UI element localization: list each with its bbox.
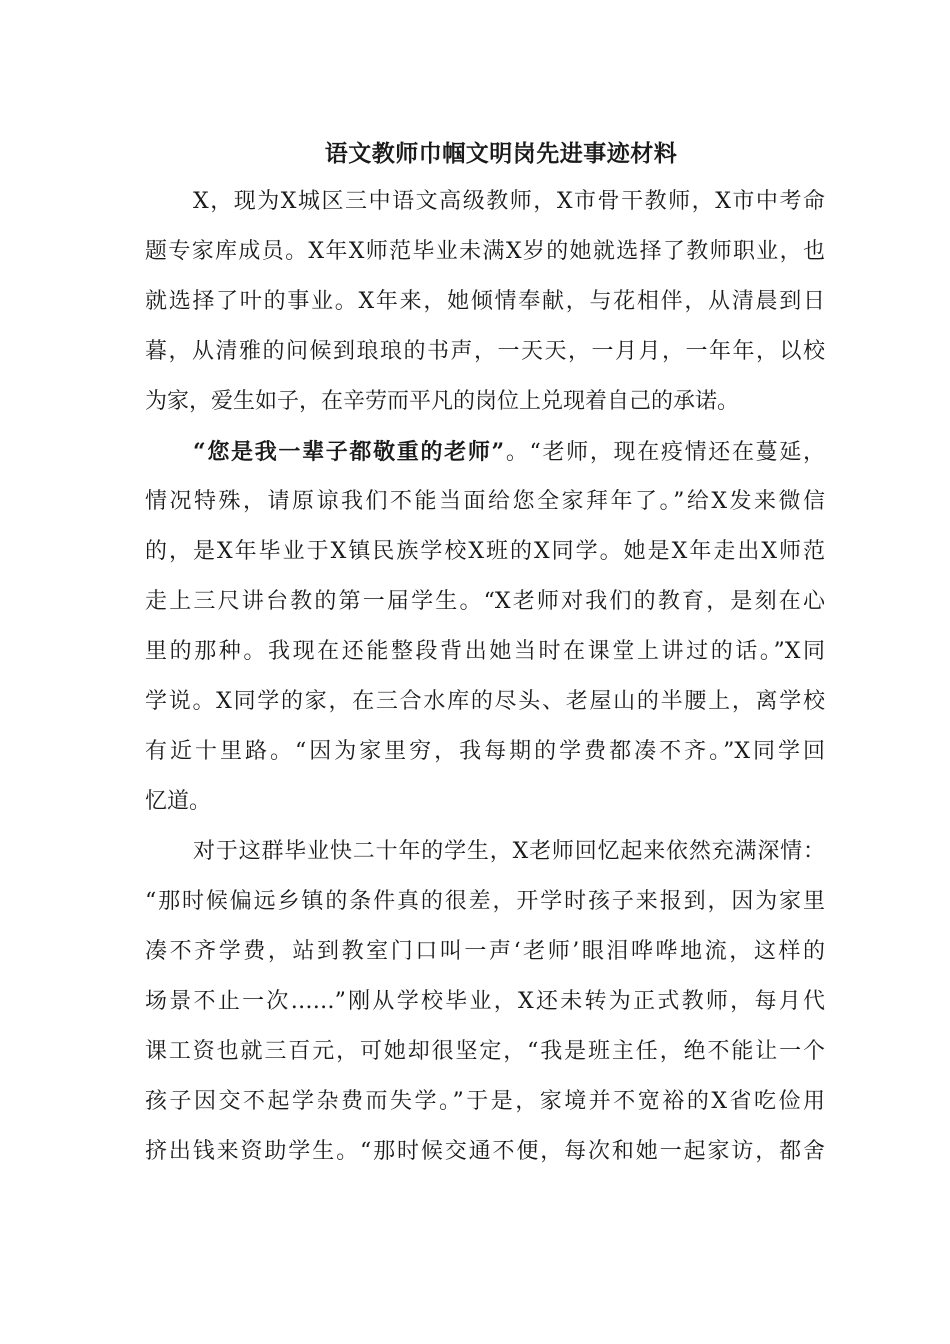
paragraph-2-line-5: 里的那种。我现在还能整段背出她当时在课堂上讲过的话。”X同: [145, 639, 825, 664]
paragraph-2-line-3: 的，是X年毕业于X镇民族学校X班的X同学。她是X年走出X师范: [145, 539, 825, 564]
paragraph-1-line-2: 题专家库成员。X年X师范毕业未满X岁的她就选择了教师职业，也: [145, 239, 825, 264]
paragraph-1-line-5: 为家，爱生如子，在辛劳而平凡的岗位上兑现着自己的承诺。: [145, 389, 740, 414]
paragraph-2-bold-lead: “您是我一辈子都敬重的老师”: [193, 439, 505, 465]
paragraph-2-line-7: 有近十里路。“因为家里穷，我每期的学费都凑不齐。”X同学回: [145, 739, 825, 764]
paragraph-2-lead-rest: 。“老师，现在疫情还在蔓延，: [504, 440, 825, 465]
paragraph-2-line-4: 走上三尺讲台教的第一届学生。“X老师对我们的教育，是刻在心: [145, 589, 825, 614]
document-title: 语文教师巾帼文明岗先进事迹材料: [324, 140, 678, 167]
paragraph-3-line-4: 场景不止一次……”刚从学校毕业，X还未转为正式教师，每月代: [145, 989, 825, 1014]
paragraph-2-line-2: 情况特殊，请原谅我们不能当面给您全家拜年了。”给X发来微信: [145, 489, 825, 514]
paragraph-1-line-3: 就选择了叶的事业。X年来，她倾情奉献，与花相伴，从清晨到日: [145, 289, 825, 314]
paragraph-3-line-7: 挤出钱来资助学生。“那时候交通不便，每次和她一起家访，都舍: [145, 1139, 825, 1164]
paragraph-3-line-2: “那时候偏远乡镇的条件真的很差，开学时孩子来报到，因为家里: [145, 889, 825, 914]
paragraph-1-line-1: X，现为X城区三中语文高级教师，X市骨干教师，X市中考命: [193, 189, 825, 214]
paragraph-3-line-6: 孩子因交不起学杂费而失学。”于是，家境并不宽裕的X省吃俭用: [145, 1089, 825, 1114]
paragraph-3-line-1: 对于这群毕业快二十年的学生，X老师回忆起来依然充满深情：: [193, 839, 825, 864]
paragraph-2-line-8: 忆道。: [145, 789, 212, 814]
paragraph-2-line-6: 学说。X同学的家，在三合水库的尽头、老屋山的半腰上，离学校: [145, 689, 825, 714]
paragraph-3-line-5: 课工资也就三百元，可她却很坚定，“我是班主任，绝不能让一个: [145, 1039, 825, 1064]
paragraph-2-line-1: [193, 432, 825, 472]
paragraph-1-line-4: 暮，从清雅的问候到琅琅的书声，一天天，一月月，一年年，以校: [145, 339, 825, 364]
paragraph-3-line-3: 凑不齐学费，站到教室门口叫一声‘老师’眼泪哗哗地流，这样的: [145, 939, 825, 964]
